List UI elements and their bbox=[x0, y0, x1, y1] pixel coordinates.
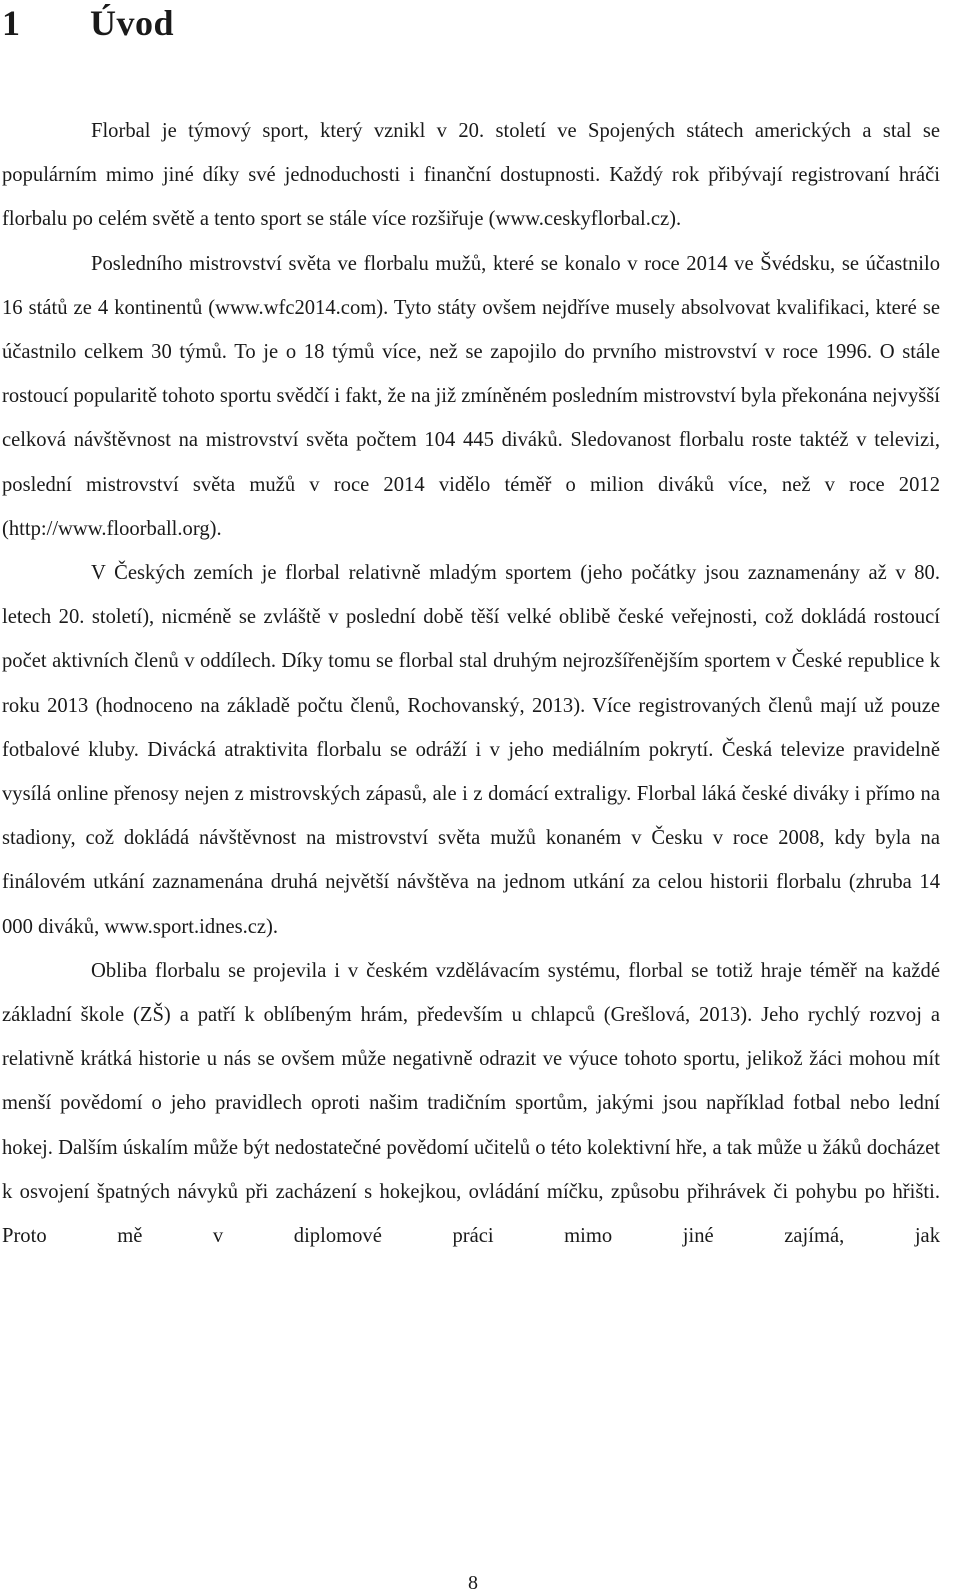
paragraph-2: Posledního mistrovství světa ve florbalu mužů, které se konalo v roce 2014 ve Švédsku, se účastnilo 16 států ze 4 kontinentů (www.wfc2014.com). Tyto státy ovšem nejdříve musely absolvovat kvalifikaci, které se účastnilo celkem 30 týmů. To je o 18 týmů více, než se zapojilo do prvního mistrovství v roce 1996. O stále rostoucí popularitě tohoto sportu svědčí i fakt, že na již zmíněném posledním mistrovství byla překonána nejvyšší celková návštěvnost na mistrovství světa počtem 104 445 diváků. Sledovanost florbalu roste taktéž v televizi, poslední mistrovství světa mužů v roce 2014 vidělo téměř o milion diváků více, než v roce 2012 (http://www.floorball.org). bbox=[2, 252, 940, 540]
paragraph-1: Florbal je týmový sport, který vznikl v 20. století ve Spojených státech amerických a stal se populárním mimo jiné díky své jednoduchosti i finanční dostupnosti. Každý rok přibývají registrovaní hráči florbalu po celém světě a tento sport se stále více rozšiřuje (www.ceskyflorbal.cz). bbox=[2, 120, 940, 231]
paragraph-4: Obliba florbalu se projevila i v českém vzdělávacím systému, florbal se totiž hraje téměř na každé základní škole (ZŠ) a patří k oblíbeným hrám, především u chlapců (Grešlová, 2013). Jeho rychlý rozvoj a relativně krátká historie u nás se ovšem může negativně odrazit ve výuce tohoto sportu, jelikož žáci mohou mít menší povědomí o jeho pravidlech oproti našim tradičním sportům, jakými jsou například fotbal nebo lední hokej. Dalším úskalím může být nedostatečné povědomí učitelů o této kolektivní hře, a tak může u žáků docházet k osvojení špatných návyků při zacházení s hokejkou, ovládání míčku, způsobu přihrávek či pohybu po hřišti. Proto mě v diplomové práci mimo jiné zajímá, jak bbox=[2, 959, 940, 1248]
paragraph-3: V Českých zemích je florbal relativně mladým sportem (jeho počátky jsou zaznamenány až v 80. letech 20. století), nicméně se zvláště v poslední době těší velké oblibě české veřejnosti, což dokládá rostoucí počet aktivních členů v oddílech. Díky tomu se florbal stal druhým nejrozšířenějším sportem v České republice k roku 2013 (hodnoceno na základě počtu členů, Rochovanský, 2013). Více registrovaných členů mají už pouze fotbalové kluby. Divácká atraktivita florbalu se odráží i v jeho mediálním pokrytí. Česká televize pravidelně vysílá online přenosy nejen z mistrovských zápasů, ale i z domácí extraligy. Florbal láká české diváky i přímo na stadiony, což dokládá návštěvnost na mistrovství světa mužů konaném v Česku v roce 2008, kdy byla na finálovém utkání zaznamenána druhá největší návštěva na jednom utkání za celou historii florbalu (zhruba 14 000 diváků, www.sport.idnes.cz). bbox=[2, 562, 940, 938]
page-number: 8 bbox=[468, 1572, 478, 1594]
chapter-title: Úvod bbox=[90, 3, 175, 43]
chapter-heading bbox=[2, 2, 174, 44]
body-text bbox=[2, 109, 940, 1258]
chapter-number: 1 bbox=[2, 3, 21, 43]
